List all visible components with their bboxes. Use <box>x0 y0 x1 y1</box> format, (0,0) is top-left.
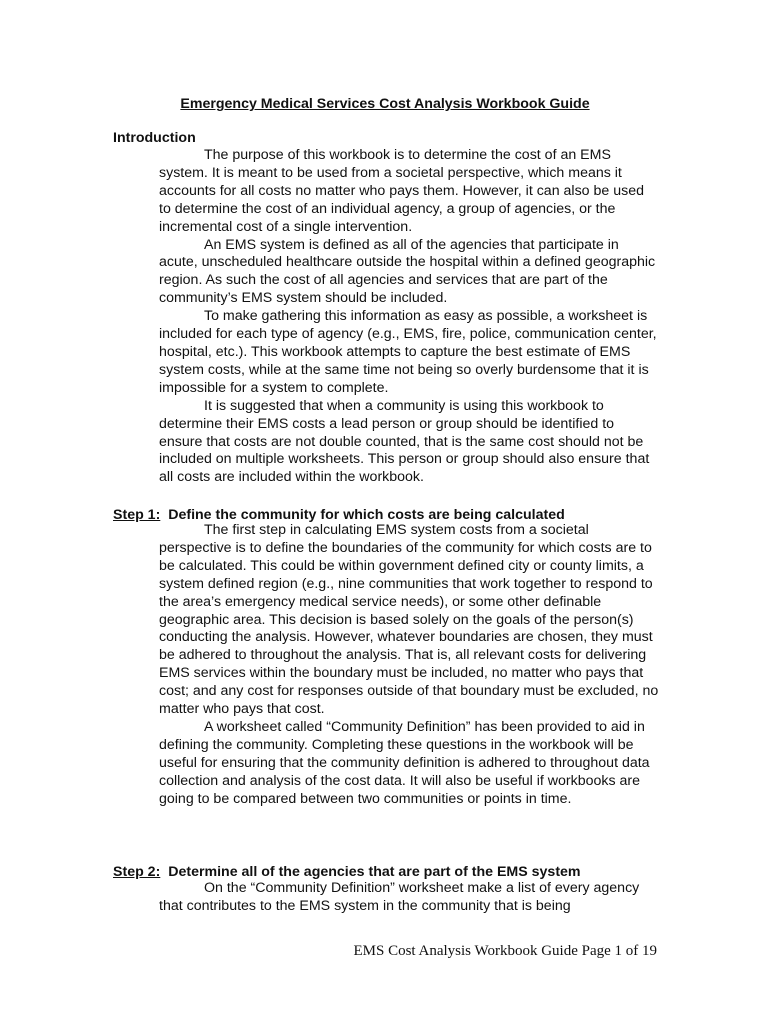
step-1-label: Step 1: <box>113 507 161 523</box>
step-1-body <box>159 522 659 809</box>
step-2-heading <box>113 863 581 881</box>
step-2-body <box>159 880 659 916</box>
paragraph: To make gathering this information as easy as possible, a worksheet is included for each type of agency (e.g., EMS, fire, police, communication center, hospital, etc.). This workbook attempts to capture the best estimate of EMS system costs, while at the same time not being so overly burdensome that it is impossible for a system to complete. <box>159 308 657 396</box>
page-footer: EMS Cost Analysis Workbook Guide Page 1 of 19 <box>353 943 657 959</box>
paragraph: It is suggested that when a community is using this workbook to determine their EMS costs a lead person or group should be identified to ensure that costs are not double counted, that is the same cost should not be included on multiple worksheets. This person or group should also ensure that all costs are included within the workbook. <box>159 397 650 486</box>
paragraph: On the “Community Definition” worksheet make a list of every agency that contributes to the EMS system in the community that is being <box>159 880 640 914</box>
paragraph: The purpose of this workbook is to determine the cost of an EMS system. It is meant to be used from a societal perspective, which means it accounts for all costs no matter who pays them. However, it can also be used to determine the cost of an individual agency, a group of agencies, or the incremental cost of a single intervention. <box>159 147 644 235</box>
intro-body <box>159 147 659 487</box>
step-1-title: Define the community for which costs are being calculated <box>168 507 565 523</box>
step-2-title: Determine all of the agencies that are part of the EMS system <box>168 864 581 880</box>
paragraph: The first step in calculating EMS system costs from a societal perspective is to define the boundaries of the community for which costs are to be calculated. This could be within government defined city or county limits, a system defined region (e.g., nine communities that work together to respond to the area’s emergency medical service needs), or some other definable geographic area. This decision is based solely on the goals of the person(s) conducting the analysis. However, whatever boundaries are chosen, they must be adhered to throughout the analysis. That is, all relevant costs for delivering EMS services within the boundary must be included, no matter who pays that cost; and any cost for responses outside of that boundary must be excluded, no matter who pays that cost. <box>159 522 659 718</box>
step-2-label: Step 2: <box>113 864 161 880</box>
paragraph: A worksheet called “Community Definition” has been provided to aid in defining the community. Completing these questions in the workbook will be useful for ensuring that the community definition is adhered to throughout data collection and analysis of the cost data. It will also be useful if workbooks are going to be compared between two communities or points in time. <box>159 718 650 807</box>
page-title: Emergency Medical Services Cost Analysis Workbook Guide <box>180 96 590 112</box>
paragraph: An EMS system is defined as all of the agencies that participate in acute, unscheduled healthcare outside the hospital within a defined geographic region. As such the cost of all agencies and services that are part of the community’s EMS system should be included. <box>159 236 656 307</box>
intro-heading: Introduction <box>113 130 196 146</box>
